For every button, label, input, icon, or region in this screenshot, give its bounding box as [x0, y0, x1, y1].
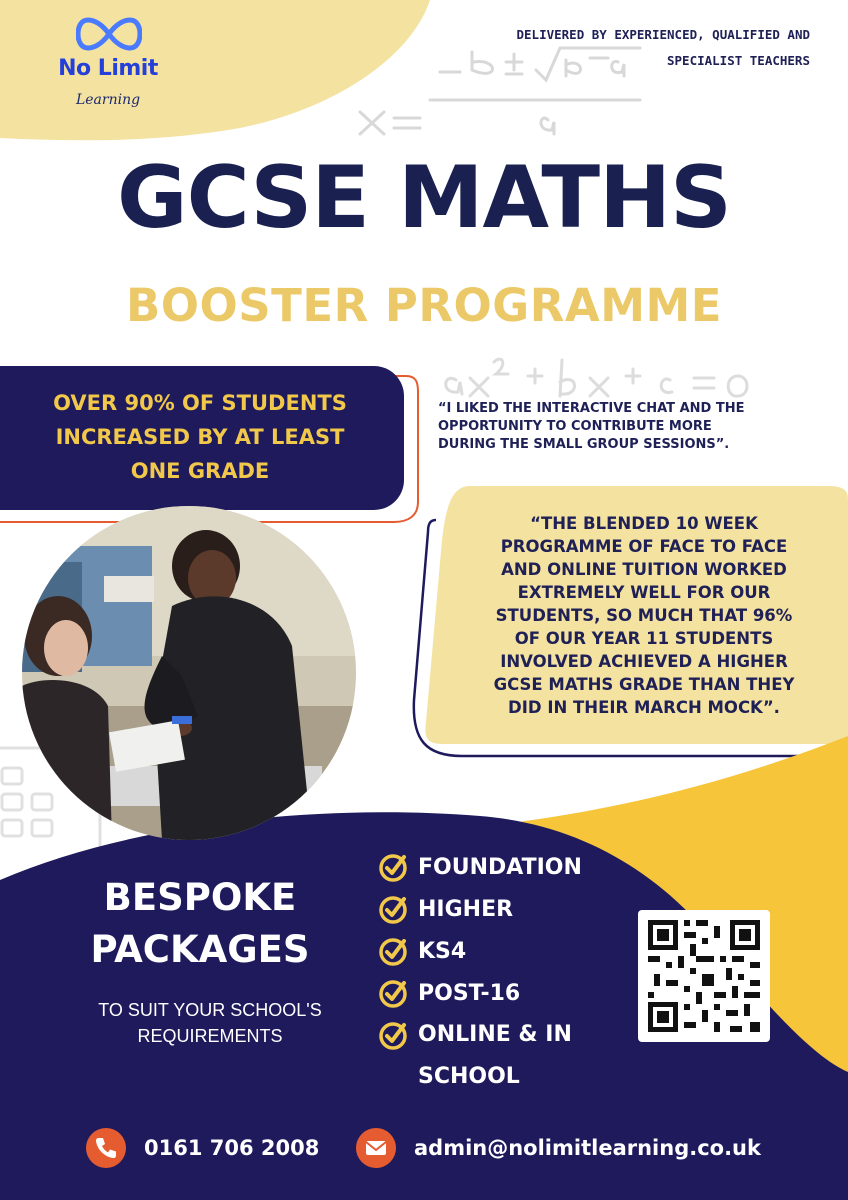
logo-name: No Limit — [58, 56, 158, 81]
stat-text — [14, 386, 386, 488]
level-item — [374, 1016, 634, 1100]
stat-line: OVER 90% OF STUDENTS — [53, 391, 347, 415]
student-quote — [438, 400, 818, 454]
logo-subtitle: Learning — [75, 92, 141, 108]
quote-line: INVOLVED ACHIEVED A HIGHER — [500, 652, 788, 671]
check-circle-icon — [378, 979, 408, 1009]
level-item — [374, 848, 634, 890]
tagline: DELIVERED BY EXPERIENCED, QUALIFIED AND SPECIALIST TEACHERS — [516, 27, 810, 68]
main-title: GCSE MATHS — [117, 148, 731, 248]
quote-line: OF OUR YEAR 11 STUDENTS — [514, 629, 774, 648]
level-label: HIGHER — [418, 897, 514, 922]
school-quote — [452, 512, 836, 719]
check-circle-icon — [378, 937, 408, 967]
bespoke-heading — [40, 872, 360, 976]
phone-button[interactable] — [86, 1128, 126, 1168]
level-item — [374, 890, 634, 932]
quote-line: DID IN THEIR MARCH MOCK”. — [508, 698, 780, 717]
level-label: KS4 — [418, 939, 467, 964]
quote-line: GCSE MATHS GRADE THAN THEY — [493, 675, 795, 694]
phone-icon — [86, 1128, 126, 1168]
level-label: POST-16 — [418, 981, 521, 1006]
subtitle: BOOSTER PROGRAMME — [125, 279, 723, 332]
email-button[interactable] — [356, 1128, 396, 1168]
quote-line: AND ONLINE TUITION WORKED — [501, 560, 787, 579]
classroom-photo — [22, 506, 356, 840]
quote-line: PROGRAMME OF FACE TO FACE — [500, 537, 788, 556]
check-circle-icon — [378, 1021, 408, 1051]
email-address[interactable]: admin@nolimitlearning.co.uk — [414, 1136, 761, 1160]
qr-code-pattern — [638, 910, 770, 1042]
stat-line: ONE GRADE — [130, 459, 270, 483]
mail-icon — [356, 1128, 396, 1168]
quote-line: “THE BLENDED 10 WEEK — [530, 514, 758, 533]
levels-list — [374, 848, 634, 1100]
bespoke-line: BESPOKE — [103, 876, 297, 919]
bespoke-sub-line: TO SUIT YOUR SCHOOL'S — [98, 1000, 322, 1020]
level-item — [374, 932, 634, 974]
quote-line: EXTREMELY WELL FOR OUR — [517, 583, 771, 602]
quote-line: STUDENTS, SO MUCH THAT 96% — [495, 606, 793, 625]
infinity-icon — [76, 14, 142, 54]
quote-line: “I LIKED THE INTERACTIVE CHAT AND THE — [438, 401, 745, 416]
stat-line: INCREASED BY AT LEAST — [55, 425, 345, 449]
bespoke-line: PACKAGES — [90, 928, 310, 971]
level-label: ONLINE & IN SCHOOL — [418, 1022, 572, 1089]
quote-line: DURING THE SMALL GROUP SESSIONS”. — [438, 437, 730, 452]
quote-line: OPPORTUNITY TO CONTRIBUTE MORE — [438, 419, 712, 434]
quadratic-watermark — [446, 359, 747, 396]
check-circle-icon — [378, 895, 408, 925]
level-item — [374, 974, 634, 1016]
level-label: FOUNDATION — [418, 855, 582, 880]
check-circle-icon — [378, 853, 408, 883]
qr-code[interactable] — [638, 910, 770, 1042]
phone-number[interactable]: 0161 706 2008 — [144, 1136, 320, 1160]
bespoke-subtext — [60, 997, 360, 1049]
bespoke-sub-line: REQUIREMENTS — [137, 1026, 283, 1046]
